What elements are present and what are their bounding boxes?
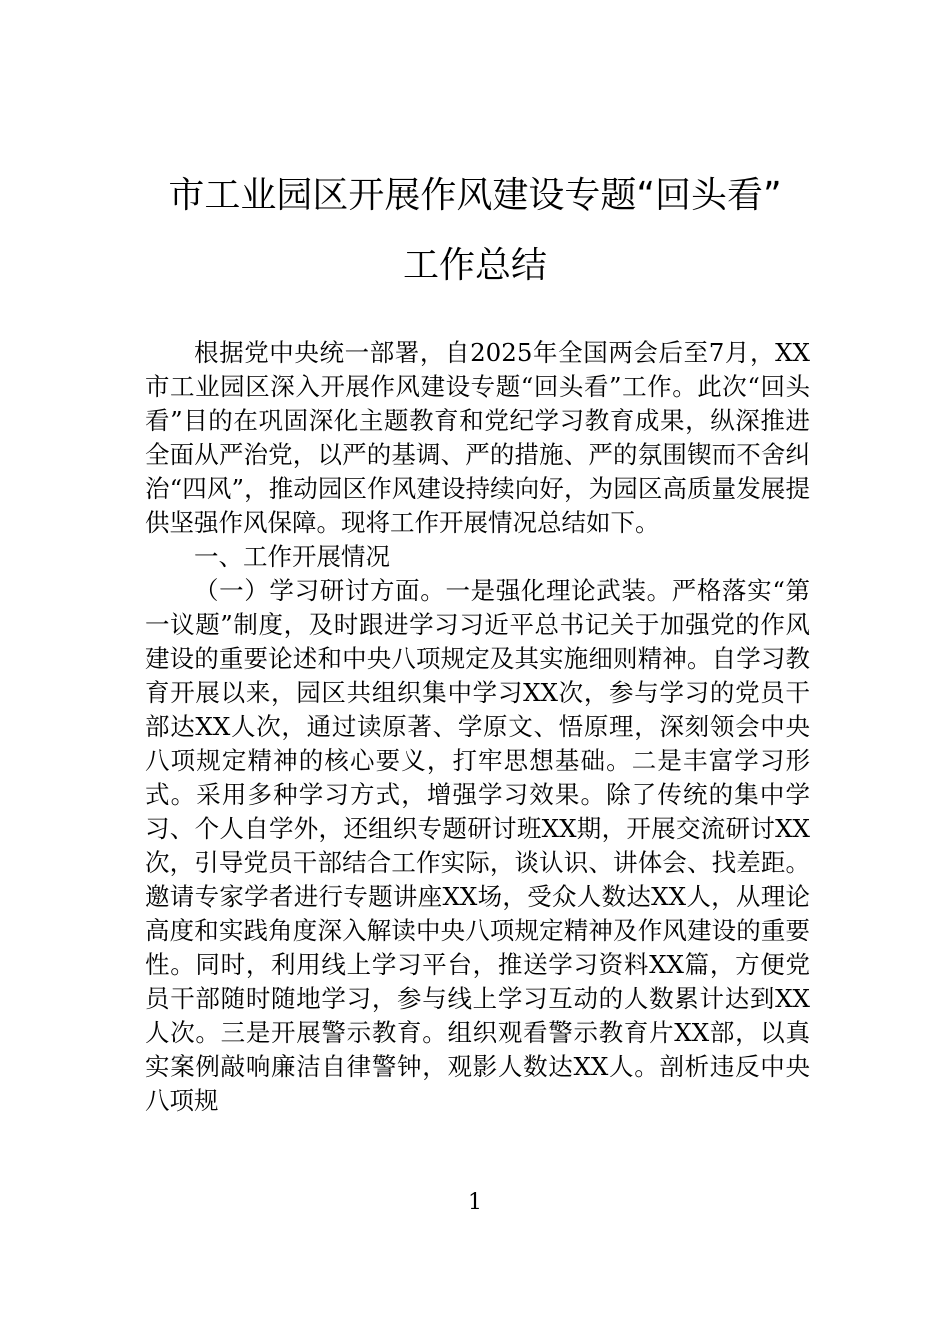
document-body	[145, 336, 810, 1118]
section-heading: 一、工作开展情况	[194, 542, 390, 571]
page-number: 1	[468, 1190, 482, 1215]
study-section-paragraph: （一）学习研讨方面。一是强化理论武装。严格落实“第一议题”制度，及时跟进学习习近平总书记关于加强党的作风建设的重要论述和中央八项规定及其实施细则精神。自学习教育开展以来，园区共组织集中学习XX次，参与学习的党员干部达XX人次，通过读原著、学原文、悟原理，深刻领会中央八项规定精神的核心要义，打牢思想基础。二是丰富学习形式。采用多种学习方式，增强学习效果。除了传统的集中学习、个人自学外，还组织专题研讨班XX期，开展交流研讨XX次，引导党员干部结合工作实际，谈认识、讲体会、找差距。邀请专家学者进行专题讲座XX场，受众人数达XX人，从理论高度和实践角度深入解读中央八项规定精神及作风建设的重要性。同时，利用线上学习平台，推送学习资料XX篇，方便党员干部随时随地学习，参与线上学习互动的人数累计达到XX人次。三是开展警示教育。组织观看警示教育片XX部，以真实案例敲响廉洁自律警钟，观影人数达XX人。剖析违反中央八项规	[145, 576, 810, 1115]
document-title-line-1: 市工业园区开展作风建设专题“回头看”	[168, 175, 782, 216]
document-title-line-2: 工作总结	[402, 245, 547, 286]
intro-paragraph: 根据党中央统一部署，自2025年全国两会后至7月，XX市工业园区深入开展作风建设专题“回头看”工作。此次“回头看”目的在巩固深化主题教育和党纪学习教育成果，纵深推进全面从严治党，以严的基调、严的措施、严的氛围锲而不舍纠治“四风”，推动园区作风建设持续向好，为园区高质量发展提供坚强作风保障。现将工作开展情况总结如下。	[145, 338, 810, 537]
